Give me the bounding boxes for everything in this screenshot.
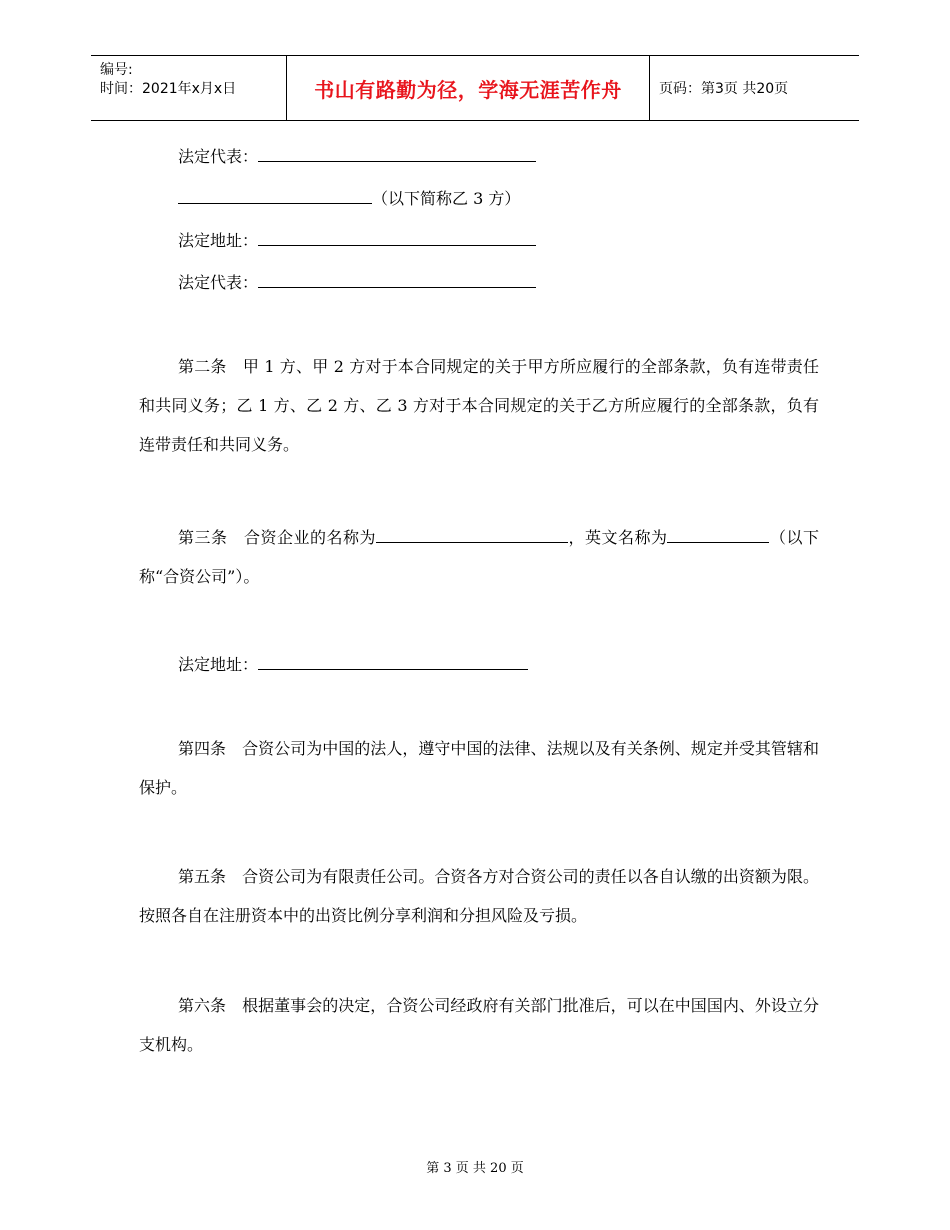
- legal-address-blank: [258, 231, 536, 246]
- page-header: [91, 55, 859, 121]
- article-6: 第六条 根据董事会的决定，合资公司经政府有关部门批准后，可以在中国国内、外设立分支机构。: [139, 996, 819, 1054]
- article-3-name-label: 第三条 合资企业的名称为: [178, 528, 376, 547]
- header-page-info: 页码：第3页 共20页: [659, 81, 789, 97]
- article-3-short-name: （以下称“合资公司”）。: [139, 528, 819, 586]
- legal-address-blank: [258, 655, 528, 670]
- legal-rep-line-2: [178, 273, 536, 293]
- english-name-blank: [667, 528, 769, 543]
- legal-rep-line-1: [178, 147, 536, 167]
- article-2: 第二条 甲 1 方、甲 2 方对于本合同规定的关于甲方所应履行的全部条款，负有连带责任和共同义务；乙 1 方、乙 2 方、乙 3 方对于本合同规定的关于乙方所应履行的全部条款，负有连带责任和共同义务。: [139, 357, 819, 454]
- legal-address-line-2: [178, 655, 528, 675]
- company-name-blank: [376, 528, 568, 543]
- header-meta: [91, 56, 287, 120]
- legal-address-label: 法定地址：: [178, 231, 259, 250]
- party-b3-note: （以下简称乙 3 方）: [372, 189, 521, 208]
- legal-rep-label: 法定代表：: [178, 147, 259, 166]
- time-label: 时间：2021年x月x日: [100, 81, 237, 97]
- article-3-english-label: ，英文名称为: [567, 528, 668, 547]
- header-motto: 书山有路勤为径，学海无涯苦作舟: [287, 56, 650, 120]
- party-b3-name-blank: [178, 189, 372, 204]
- legal-address-label: 法定地址：: [178, 655, 259, 674]
- article-3: [139, 518, 819, 596]
- legal-rep-blank: [258, 147, 536, 162]
- legal-rep-label: 法定代表：: [178, 273, 259, 292]
- article-5: 第五条 合资公司为有限责任公司。合资各方对合资公司的责任以各自认缴的出资额为限。按照各自在注册资本中的出资比例分享利润和分担风险及亏损。: [139, 867, 819, 925]
- number-label: 编号:: [100, 62, 133, 78]
- party-b3-line: [178, 189, 520, 209]
- legal-rep-blank: [258, 273, 536, 288]
- page-footer: 第 3 页 共 20 页: [426, 1161, 524, 1176]
- legal-address-line-1: [178, 231, 536, 251]
- article-4: 第四条 合资公司为中国的法人，遵守中国的法律、法规以及有关条例、规定并受其管辖和保护。: [139, 739, 819, 797]
